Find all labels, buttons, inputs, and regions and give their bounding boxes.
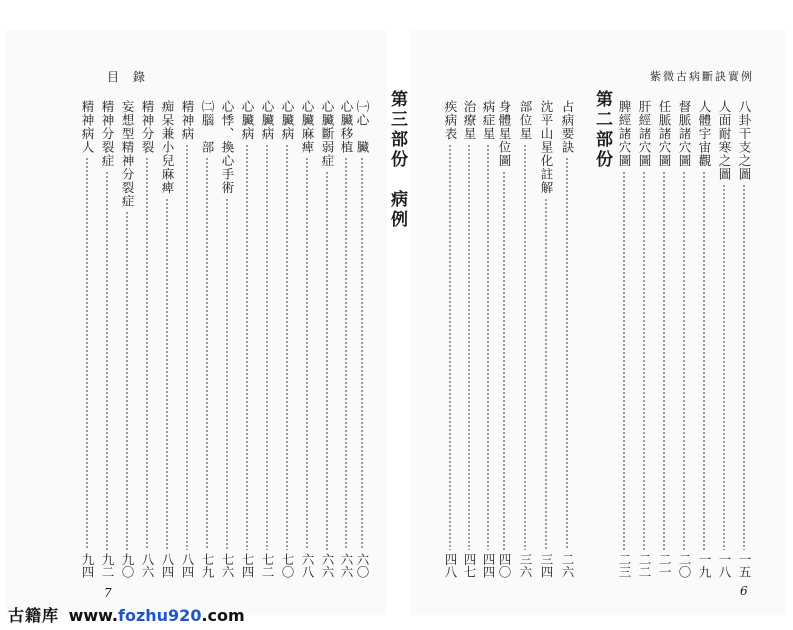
toc-leader-dots <box>286 144 288 551</box>
left-page-number: 7 <box>104 586 112 600</box>
toc-entry <box>197 100 217 578</box>
toc-leader-dots <box>743 184 745 550</box>
toc-entry-label: 肝經諸穴圖 <box>637 100 652 168</box>
toc-entry <box>614 100 634 578</box>
toc-entry-label: 沈平山星化註解 <box>539 100 554 195</box>
toc-entry <box>277 100 297 578</box>
toc-entry-page: 九二 <box>100 553 115 578</box>
toc-entry-page: 四七 <box>462 553 477 578</box>
toc-entry <box>654 100 674 578</box>
toc-entry-label: 督脈諸穴圖 <box>677 100 692 168</box>
toc-leader-dots <box>487 144 489 551</box>
toc-entry <box>97 100 117 578</box>
toc-entry-page: 八四 <box>160 553 175 578</box>
toc-leader-dots <box>566 157 568 550</box>
toc-entry <box>714 100 734 578</box>
toc-entry-page: 一五 <box>737 553 752 578</box>
toc-leader-dots <box>683 171 685 551</box>
toc-entry <box>536 100 556 578</box>
watermark-url-domain: fozhu920 <box>118 606 202 625</box>
toc-entry <box>177 100 197 578</box>
toc-entry-page: 六六 <box>320 553 335 578</box>
toc-entry-page: 六〇 <box>355 553 370 578</box>
toc-entry-page: 四八 <box>443 553 458 578</box>
toc-entry <box>674 100 694 578</box>
toc-leader-dots <box>623 171 625 551</box>
toc-entry-page: 七六 <box>220 553 235 578</box>
toc-leader-dots <box>663 171 665 551</box>
site-watermark <box>8 603 245 626</box>
toc-leader-dots <box>226 198 228 551</box>
watermark-site-name: 古籍库 <box>8 606 60 625</box>
toc-entry-label: 心臟病 <box>260 100 275 141</box>
toc-entry <box>257 100 277 578</box>
toc-leader-dots <box>345 157 347 550</box>
toc-entry <box>77 100 97 578</box>
toc-entry-page: 二六 <box>560 553 575 578</box>
toc-entry-label: 心臟病 <box>240 100 255 141</box>
toc-entry-label: 心悸、換心手術 <box>220 100 235 195</box>
toc-leader-dots <box>126 211 128 550</box>
toc-entry-label: 妄想型精神分裂症 <box>120 100 135 208</box>
toc-entry-label: 身體星位圖 <box>497 100 512 168</box>
toc-entry <box>336 100 356 578</box>
toc-entry-page: 六六 <box>339 553 354 578</box>
toc-entry <box>634 100 654 578</box>
toc-entry-label: 任脈諸穴圖 <box>657 100 672 168</box>
toc-leader-dots <box>106 171 108 551</box>
toc-entry <box>217 100 237 578</box>
toc-entry-label: 人面耐寒之圖 <box>717 100 732 181</box>
toc-entry <box>237 100 257 578</box>
toc-entry-label: 精神病 <box>180 100 195 141</box>
toc-leader-dots <box>703 171 705 551</box>
toc-entry <box>694 100 714 578</box>
toc-entry-label: 心臟斷弱症 <box>320 100 335 168</box>
toc-entry-label: 心臟麻痺 <box>300 100 315 154</box>
toc-leader-dots <box>723 184 725 550</box>
toc-entry-page: 三四 <box>539 553 554 578</box>
toc-entry <box>117 100 137 578</box>
toc-entry-label: 精神分裂症 <box>100 100 115 168</box>
toc-entry-label: 人體宇宙觀 <box>697 100 712 168</box>
toc-entry-page: 九四 <box>80 553 95 578</box>
toc-leader-dots <box>503 171 505 551</box>
toc-entry-page: 七二 <box>260 553 275 578</box>
toc-entry-page: 二一 <box>657 553 672 578</box>
watermark-url <box>69 606 245 625</box>
toc-entry <box>317 100 337 578</box>
left-page-header: 目錄 <box>107 70 160 84</box>
toc-entry-page: 一八 <box>717 553 732 578</box>
part-three-heading: 第三部份 病例 <box>387 90 407 230</box>
toc-leader-dots <box>326 171 328 551</box>
toc-entry-label: 病症星 <box>481 100 496 141</box>
toc-leader-dots <box>186 144 188 551</box>
toc-entry-label: 疾病表 <box>443 100 458 141</box>
toc-leader-dots <box>206 157 208 550</box>
toc-entry-page: 二三 <box>617 553 632 578</box>
toc-leader-dots <box>306 157 308 550</box>
toc-entry-page: 七九 <box>200 553 215 578</box>
toc-entry-label: 八卦干支之圖 <box>737 100 752 181</box>
toc-leader-dots <box>86 157 88 550</box>
toc-entry-page: 八四 <box>180 553 195 578</box>
toc-leader-dots <box>545 198 547 551</box>
toc-entry <box>157 100 177 578</box>
toc-leader-dots <box>246 144 248 551</box>
toc-entry-page: 二二 <box>637 553 652 578</box>
toc-entry-label: 占病要訣 <box>560 100 575 154</box>
right-page-number: 6 <box>740 584 748 598</box>
toc-entry <box>478 100 498 578</box>
toc-entry-label: 脾經諸穴圖 <box>617 100 632 168</box>
toc-entry <box>734 100 754 578</box>
toc-entry <box>557 100 577 578</box>
toc-entry <box>137 100 157 578</box>
toc-entry <box>440 100 460 578</box>
toc-leader-dots <box>361 157 363 550</box>
toc-leader-dots <box>449 144 451 551</box>
toc-entry-label: ㈡腦 部 <box>200 100 215 154</box>
toc-entry-label: ㈠心 臟 <box>355 100 370 154</box>
watermark-url-suffix: .com <box>201 606 245 625</box>
toc-entry-page: 四〇 <box>497 553 512 578</box>
toc-leader-dots <box>146 157 148 550</box>
part-two-heading: 第二部份 <box>592 90 612 170</box>
toc-leader-dots <box>266 144 268 551</box>
toc-leader-dots <box>524 144 526 551</box>
toc-entry-label: 部位星 <box>518 100 533 141</box>
toc-entry <box>297 100 317 578</box>
toc-entry-page: 七〇 <box>280 553 295 578</box>
toc-entry-label: 治療星 <box>462 100 477 141</box>
toc-entry-label: 精神分裂 <box>140 100 155 154</box>
watermark-url-prefix: www. <box>68 606 118 625</box>
toc-entry-page: 九〇 <box>120 553 135 578</box>
right-page-header: 紫微古病斷訣實例 <box>650 70 754 83</box>
toc-leader-dots <box>468 144 470 551</box>
toc-entry-label: 痴呆兼小兒麻痺 <box>160 100 175 195</box>
toc-leader-dots <box>643 171 645 551</box>
toc-leader-dots <box>166 198 168 551</box>
toc-entry-page: 四四 <box>481 553 496 578</box>
toc-entry-page: 一九 <box>697 553 712 578</box>
toc-entry-page: 三六 <box>518 553 533 578</box>
toc-entry <box>459 100 479 578</box>
toc-entry-page: 七四 <box>240 553 255 578</box>
toc-entry-page: 六八 <box>300 553 315 578</box>
toc-entry-label: 心臟病 <box>280 100 295 141</box>
toc-entry-label: 精神病人 <box>80 100 95 154</box>
toc-entry-page: 二〇 <box>677 553 692 578</box>
toc-entry <box>515 100 535 578</box>
toc-entry-page: 八六 <box>140 553 155 578</box>
toc-entry-label: 心臟移植 <box>339 100 354 154</box>
